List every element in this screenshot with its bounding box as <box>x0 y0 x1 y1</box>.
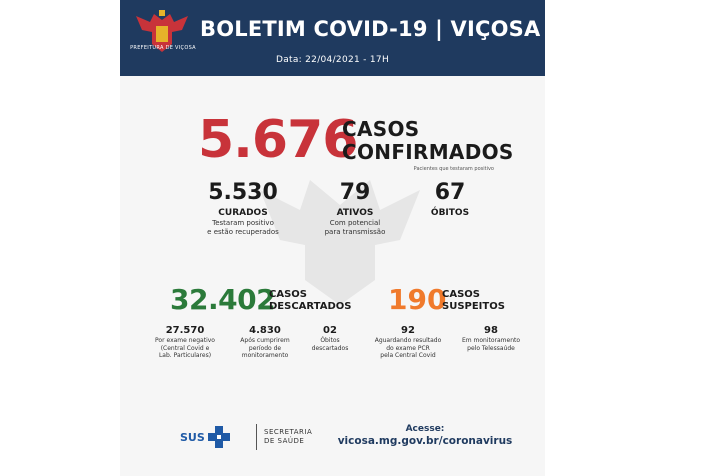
suspected-monitoring-value: 98 <box>484 325 498 336</box>
acesse-label: Acesse: <box>405 424 445 434</box>
deaths-value: 67 <box>434 180 466 205</box>
bulletin-card <box>120 0 607 476</box>
discarded-monitoring-description: Após cumprirem período de monitoramento <box>240 337 290 359</box>
logo-caption: PREFEITURA DE VIÇOSA <box>130 45 196 51</box>
confirmed-note: Pacientes que testaram positivo <box>413 166 494 172</box>
suspected-label-line2: SUSPEITOS <box>442 301 505 312</box>
confirmed-label-line2: CONFIRMADOS <box>342 140 514 164</box>
discarded-label-line2: DESCARTADOS <box>269 301 352 312</box>
discarded-negative-description: Por exame negativo (Central Covid e Lab. Particulares) <box>155 337 215 359</box>
suspected-awaiting-description: Aguardando resultado do exame PCR pela Central Covid <box>374 337 442 359</box>
confirmed-cases-value: 5.676 <box>198 110 358 170</box>
secretaria-de-saude-label: SECRETARIA DE SAÚDE <box>264 428 313 445</box>
discarded-deaths-value: 02 <box>323 325 337 336</box>
header-banner <box>120 0 607 76</box>
discarded-negative-value: 27.570 <box>165 325 205 336</box>
sus-cross-icon <box>208 426 230 448</box>
discarded-monitoring-value: 4.830 <box>249 325 281 336</box>
footer-divider <box>256 424 257 450</box>
confirmed-label-line1: CASOS <box>342 117 420 141</box>
recovered-description: Testaram positivo e estão recuperados <box>207 219 279 236</box>
deaths-label: ÓBITOS <box>430 208 470 218</box>
discarded-value: 32.402 <box>170 283 276 316</box>
discarded-deaths-description: Óbitos descartados <box>311 337 349 352</box>
suspected-value: 190 <box>388 283 447 316</box>
active-description: Com potencial para transmissão <box>324 219 386 236</box>
page-title: BOLETIM COVID-19 | VIÇOSA (MG) <box>200 17 607 41</box>
bulletin-date: Data: 22/04/2021 - 17H <box>275 55 390 65</box>
suspected-monitoring-description: Em monitoramento pelo Telessaúde <box>461 337 521 352</box>
active-label: ATIVOS <box>336 208 374 218</box>
sus-wordmark: SUS <box>180 431 205 444</box>
suspected-label-line1: CASOS <box>442 289 480 300</box>
recovered-label: CURADOS <box>218 208 268 218</box>
recovered-value: 5.530 <box>208 180 278 205</box>
discarded-label-line1: CASOS <box>269 289 307 300</box>
website-link[interactable]: vicosa.mg.gov.br/coronavirus <box>337 435 513 447</box>
active-value: 79 <box>339 180 371 205</box>
suspected-awaiting-value: 92 <box>401 325 415 336</box>
